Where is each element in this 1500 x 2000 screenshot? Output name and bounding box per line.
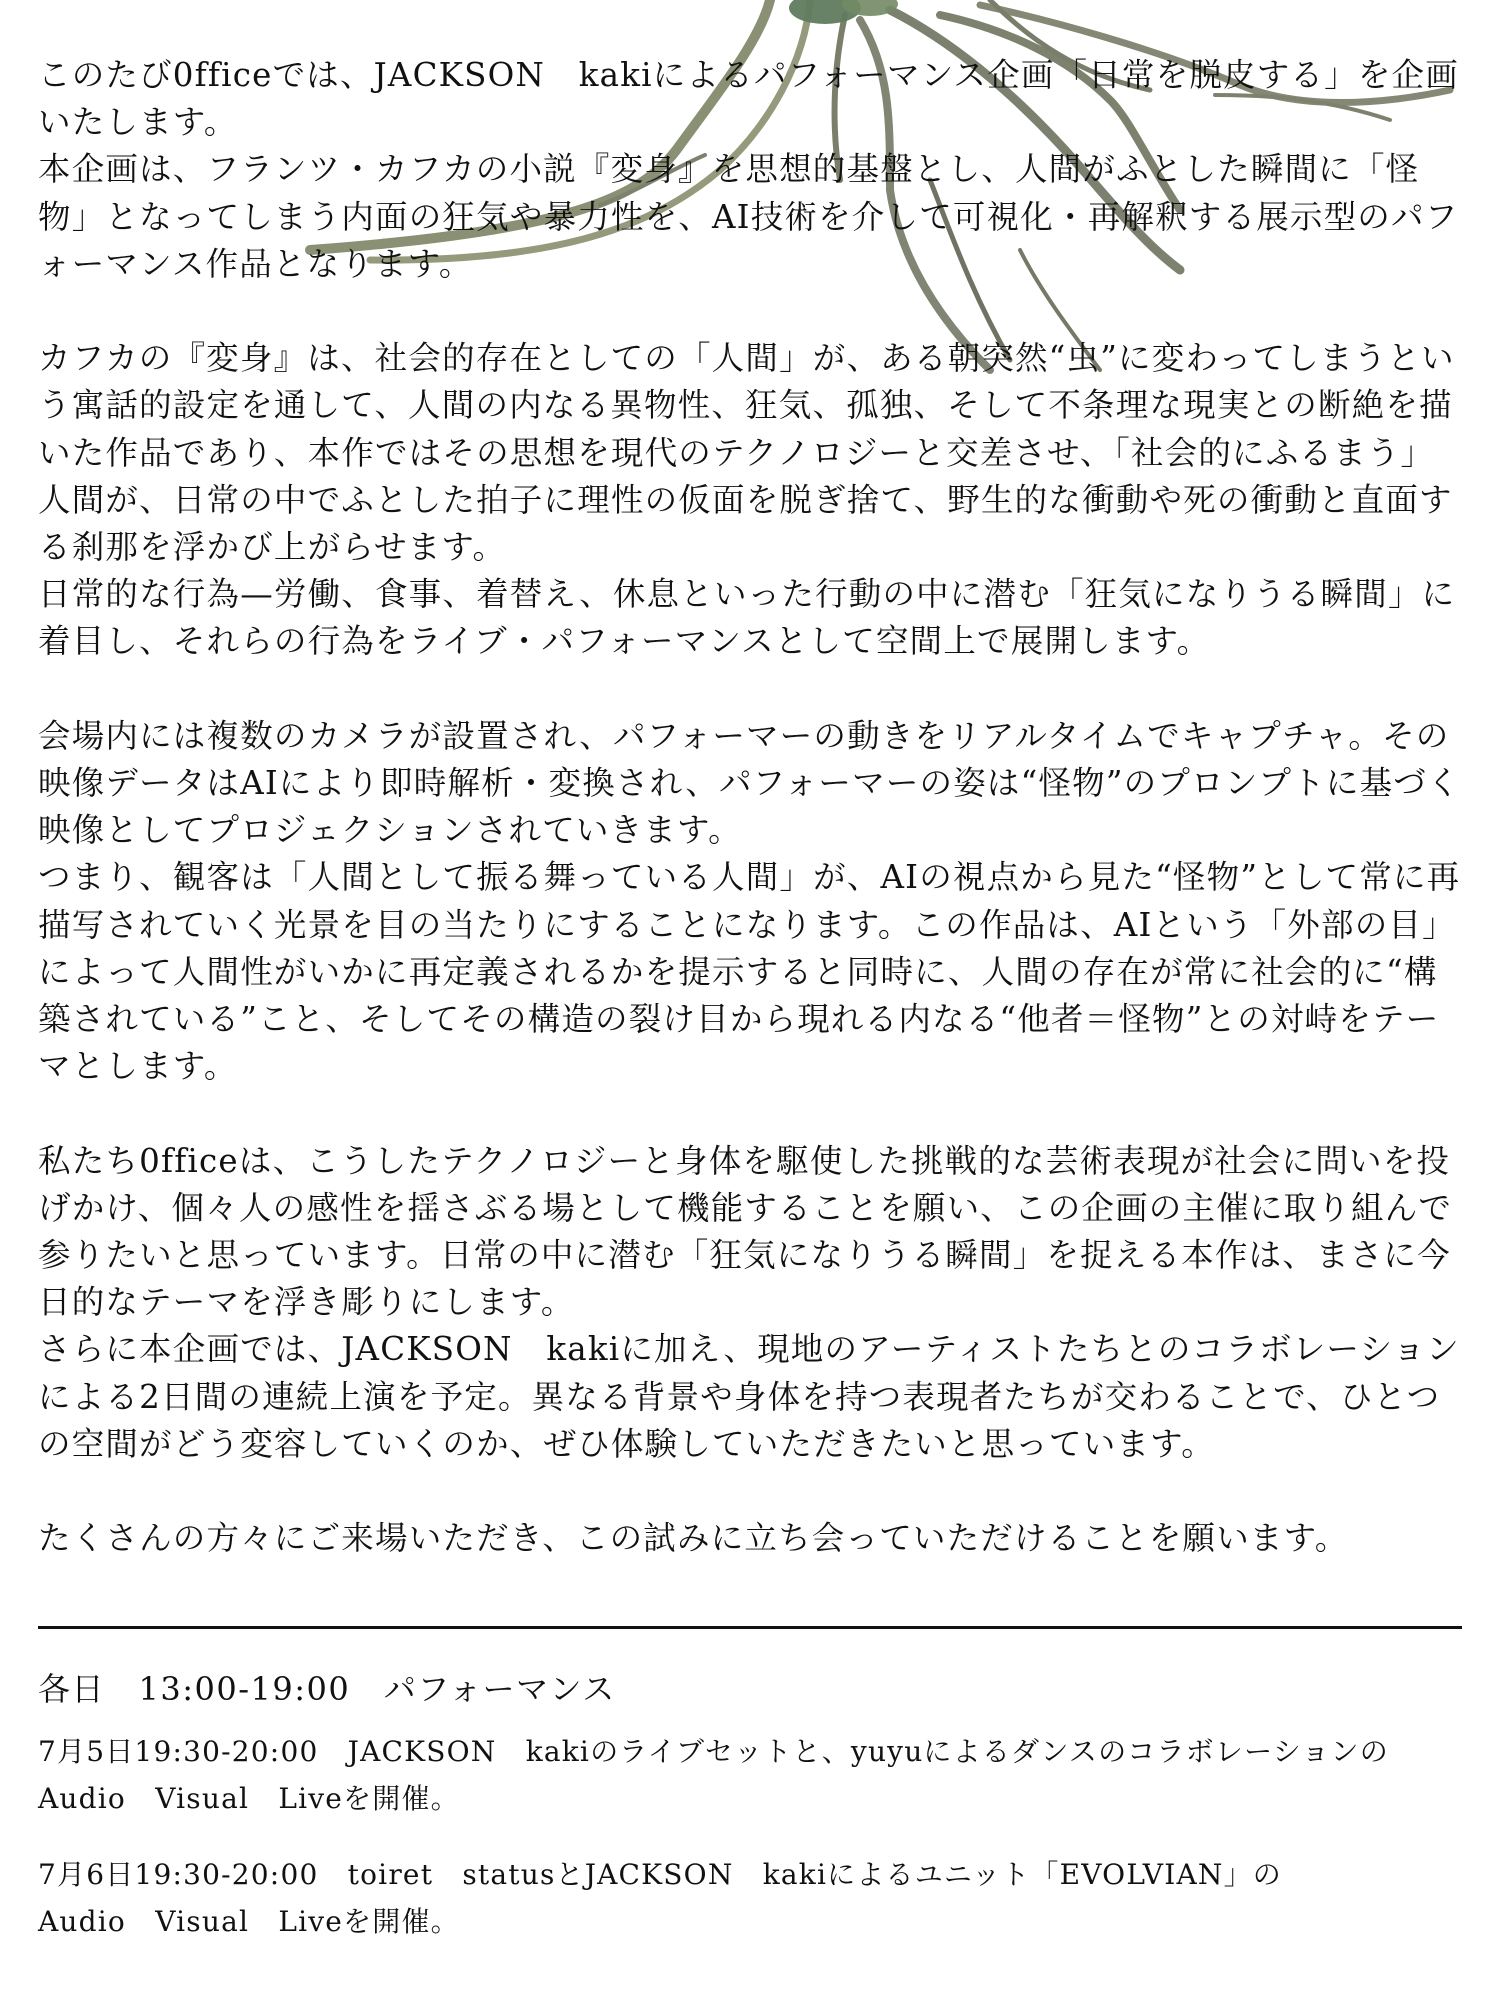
paragraph-gap [38, 288, 1462, 335]
paragraph-8: さらに本企画では、JACKSON kakiに加え、現地のアーティストたちとのコラボレーションによる2日間の連続上演を予定。異なる背景や身体を持つ表現者たちが交わることで、ひとつの空間がどう変容していくのか、ぜひ体験していただきたいと思っています。 [38, 1330, 1460, 1463]
event-line-2: Audio Visual Liveを開催。 [38, 1782, 460, 1815]
event-line-1: 7月5日19:30-20:00 JACKSON kakiのライブセットと、yuyuによるダンスのコラボレーションの [38, 1735, 1389, 1768]
paragraph-4: 日常的な行為—労働、食事、着替え、休息といった行動の中に潜む「狂気になりうる瞬間」に着目し、それらの行為をライブ・パフォーマンスとして空間上で展開します。 [38, 575, 1456, 661]
event-item-july-5 [38, 1728, 1462, 1822]
paragraph-1: このたび0fficeでは、JACKSON kakiによるパフォーマンス企画「日常を脱皮する」を企画いたします。 [38, 56, 1459, 142]
paragraph-gap [38, 1090, 1462, 1137]
event-line-2: Audio Visual Liveを開催。 [38, 1905, 460, 1938]
paragraph-2: 本企画は、フランツ・カフカの小説『変身』を思想的基盤とし、人間がふとした瞬間に「怪物」となってしまう内面の狂気や暴力性を、AI技術を介して可視化・再解釈する展示型のパフォーマンス作品となります。 [38, 150, 1459, 283]
paragraph-5: 会場内には複数のカメラが設置され、パフォーマーの動きをリアルタイムでキャプチャ。その映像データはAIにより即時解析・変換され、パフォーマーの姿は“怪物”のプロンプトに基づく映像としてプロジェクションされていきます。 [38, 716, 1461, 850]
event-line-1: 7月6日19:30-20:00 toiret statusとJACKSON kakiによるユニット「EVOLVIAN」の [38, 1858, 1282, 1891]
main-text [38, 52, 1462, 1562]
daily-schedule: 各日 13:00-19:00 パフォーマンス [38, 1670, 616, 1708]
paragraph-gap [38, 1468, 1462, 1515]
paragraph-3: カフカの『変身』は、社会的存在としての「人間」が、ある朝突然“虫”に変わってしまうという寓話的設定を通して、人間の内なる異物性、狂気、孤独、そして不条理な現実との断絶を描いた作品であり、本作ではその思想を現代のテクノロジーと交差させ、「社会的にふるまう」人間が、日常の中でふとした拍子に理性の仮面を脱ぎ捨て、野生的な衝動や死の衝動と直面する刹那を浮かび上がらせます。 [38, 339, 1455, 567]
section-divider [38, 1626, 1462, 1629]
closing-paragraph: たくさんの方々にご来場いただき、この試みに立ち会っていただけることを願います。 [38, 1519, 1349, 1558]
paragraph-7: 私たち0fficeは、こうしたテクノロジーと身体を駆使した挑戦的な芸術表現が社会に問いを投げかけ、個々人の感性を揺さぶる場として機能することを願い、この企画の主催に取り組んで参りたいと思っています。日常の中に潜む「狂気になりうる瞬間」を捉える本作は、まさに今日的なテーマを浮き彫りにします。 [38, 1141, 1453, 1322]
paragraph-6: つまり、観客は「人間として振る舞っている人間」が、AIの視点から見た“怪物”として常に再描写されていく光景を目の当たりにすることになります。この作品は、AIという「外部の目」によって人間性がいかに再定義されるかを提示すると同時に、人間の存在が常に社会的に“構築されている”こと、そしてその構造の裂け目から現れる内なる“他者＝怪物”との対峙をテーマとします。 [38, 858, 1461, 1086]
paragraph-gap [38, 666, 1462, 713]
event-item-july-6 [38, 1851, 1462, 1945]
